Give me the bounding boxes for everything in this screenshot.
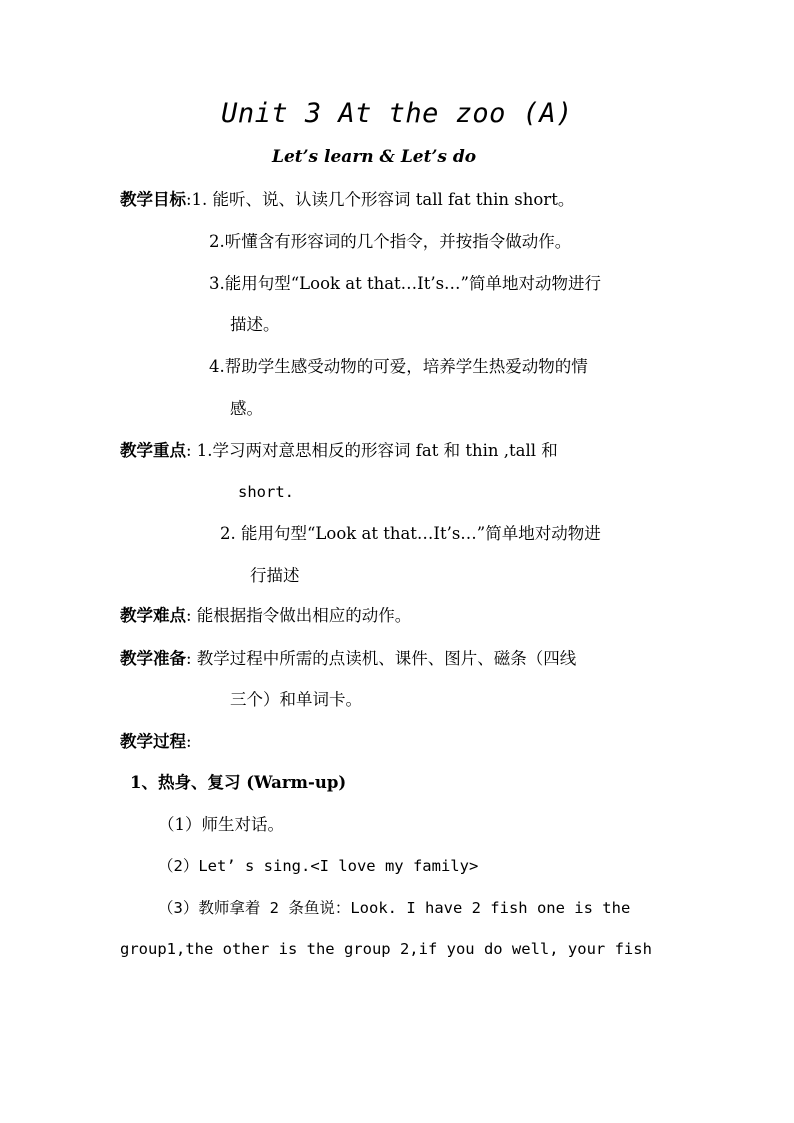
- process-step-3: （3）教师拿着 2 条鱼说：Look. I have 2 fish one is the: [158, 899, 631, 917]
- preparation-label: 教学准备: [120, 649, 186, 668]
- process-step-3-cont: group1,the other is the group 2,if you do well, your fish: [120, 940, 652, 958]
- page-subtitle: Let’s learn & Let’s do: [272, 147, 477, 167]
- objective-item-2: 2.听懂含有形容词的几个指令，并按指令做动作。: [209, 232, 572, 251]
- objectives-label: 教学目标: [120, 190, 186, 209]
- objective-item-1: :1. 能听、说、认读几个形容词 tall fat thin short。: [186, 190, 575, 209]
- objective-item-4: 4.帮助学生感受动物的可爱，培养学生热爱动物的情: [209, 357, 588, 376]
- preparation-line-1: [120, 649, 576, 669]
- page-title: Unit 3 At the zoo (A): [221, 98, 573, 129]
- objective-item-3-cont: 描述。: [230, 315, 280, 334]
- objectives-line-1: [120, 190, 574, 210]
- process-colon: :: [186, 732, 192, 751]
- preparation-item-1-cont: 三个）和单词卡。: [230, 690, 362, 709]
- key-point-item-1-cont: short.: [238, 483, 294, 501]
- key-point-item-2: 2. 能用句型“Look at that…It’s…”简单地对动物进: [220, 524, 601, 543]
- difficulties-text: : 能根据指令做出相应的动作。: [186, 606, 412, 625]
- process-step-1: （1）师生对话。: [158, 815, 284, 834]
- key-points-line-1: [120, 441, 558, 461]
- process-label: 教学过程: [120, 732, 186, 751]
- key-points-label: 教学重点: [120, 441, 186, 460]
- process-line: [120, 732, 192, 752]
- objective-item-4-cont: 感。: [230, 399, 263, 418]
- key-point-item-1: : 1.学习两对意思相反的形容词 fat 和 thin ,tall 和: [186, 441, 558, 460]
- process-section-1: 1、热身、复习 (Warm-up): [130, 773, 347, 792]
- difficulties-label: 教学难点: [120, 606, 186, 625]
- process-step-2: （2）Let’ s sing.<I love my family>: [158, 857, 479, 875]
- key-point-item-2-cont: 行描述: [250, 566, 300, 585]
- preparation-item-1: : 教学过程中所需的点读机、课件、图片、磁条（四线: [186, 649, 577, 668]
- difficulties-line: [120, 606, 411, 626]
- objective-item-3: 3.能用句型“Look at that…It’s…”简单地对动物进行: [209, 274, 601, 293]
